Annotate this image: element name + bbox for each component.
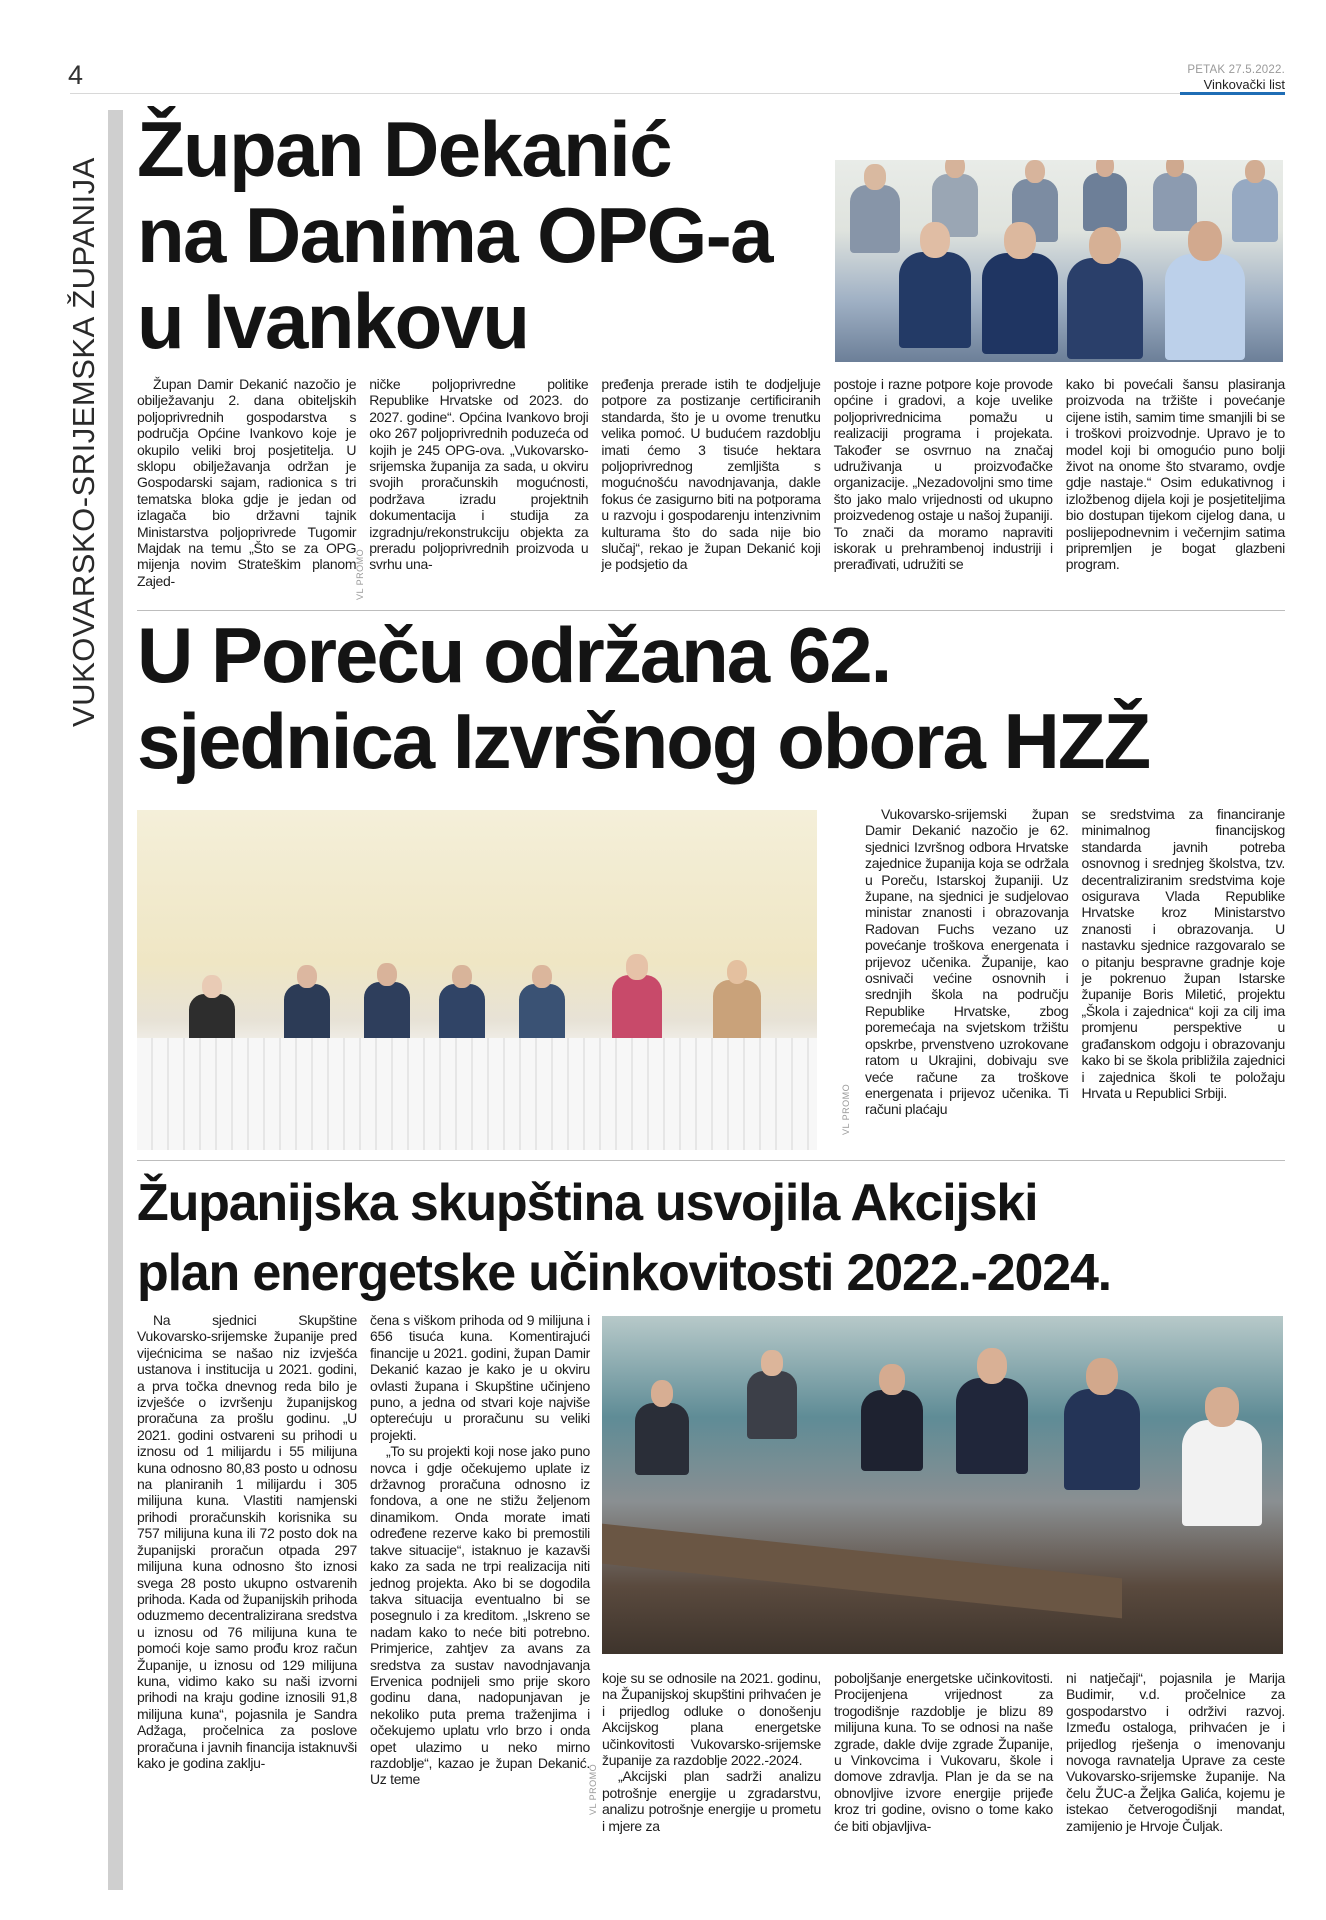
photo-person-body [861, 1390, 922, 1472]
photo-credit: VL PROMO [841, 1083, 851, 1135]
page-number: 4 [68, 60, 84, 90]
headline-line: u Ivankovu [137, 277, 529, 365]
paragraph: se sredstvima za financiranje minimalnog financijskog standarda javnih potreba osnovnog i srednjeg školstva, tzv. decentraliziranim sredstvima koje osigurava Vlada Republike Hrvatske kroz Ministarstvo znanosti i obrazovanja. U nastavku sjednice razgovaralo se o pitanju bespravne gradnje koje je pokrenuo župan Istarske županije Boris Miletić, projektu „Škola i zajednica“ koji za cilj ima promjenu perspektive u građanskom odgoju i obrazovanju kako bi se škola približila zajednici i zajednica školi te položaju Hrvata u Republici Srbiji. [1081, 806, 1285, 1101]
article1-photo [835, 160, 1283, 362]
headline-line: Župan Dekanić [137, 105, 671, 193]
headline-line: na Danima OPG-a [137, 191, 772, 279]
photo-person-body [982, 253, 1058, 354]
header-accent-bar [1180, 92, 1285, 95]
article1-headline [137, 106, 827, 364]
photo-person-head [626, 954, 647, 979]
photo-person-head [920, 222, 950, 258]
photo-person-body [850, 185, 900, 252]
article3-headline [137, 1168, 1297, 1308]
photo-person-head [1205, 1387, 1238, 1427]
photo-credit: VL PROMO [355, 548, 365, 600]
photo-credit: VL PROMO [588, 1763, 598, 1815]
photo-person-head [864, 164, 885, 189]
article-column [834, 1670, 1053, 1834]
paragraph: koje su se odnosile na 2021. godinu, na Županijskoj skupštini prihvaćen je i prijedlog odluke o donošenju Akcijskog plana energetske učinkovitosti Vukovarsko-srijemske županije za razdoblje 2022.-2024. [602, 1670, 821, 1769]
article3-body-bottom [602, 1670, 1285, 1834]
paragraph: poboljšanje energetske učinkovitosti. Procijenjena vrijednost za trogodišnje razdoblje je blizu 89 milijuna kuna. To se odnosi na naše zgrade, dakle dvije zgrade Županije, u Vinkovcima i Vukovaru, škole i domove zdravlja. Plan je da se na obnovljive izvore energije prijeđe kroz tri godine, ovisno o tome kako će biti objavljiva- [834, 1670, 1053, 1834]
header-divider [70, 93, 1285, 94]
photo-person-body [1083, 173, 1126, 231]
photo-person-head [945, 160, 965, 178]
newspaper-name: Vinkovački list [1203, 77, 1285, 92]
paragraph: „To su projekti koji nose jako puno novca i gdje očekujemo uplate iz državnog proračuna odnosno iz fondova, a one ne stižu željenom dinamikom. Onda morate imati određene rezerve kako bi premostili takve situacije“, istaknuo je kazavši kako za sada ne trpi realizacija niti jednog projekta. Ako bi se dogodila takva situacija eventualno bi se posegnulo i za kreditom. „Iskreno se nadam kako to neće biti potrebno. Primjerice, zahtjev za avans za sredstva za sustav navodnjavanja Ervenica podnijeli smo prije skoro godinu dana, nadopunjavan je nekoliko puta prema traženjima i očekujemo uplatu vrlo brzo i onda opet ulazimo u neko mirno razdoblje“, kazao je župan Dekanić. Uz teme [370, 1443, 590, 1788]
photo-person-body [747, 1371, 797, 1438]
photo-person-head [727, 960, 748, 984]
photo-person-head [452, 965, 472, 988]
photo-person-body [956, 1378, 1028, 1474]
photo-person-body [1067, 258, 1143, 359]
paragraph: ni natječaji“, pojasnila je Marija Budimir, v.d. pročelnice za gospodarstvo i održivi razvoj. Između ostaloga, prihvaćen je i prijedlog rješenja o imenovanju novoga ravnatelja Uprave za ceste Vukovarsko-srijemske županije. Na čelu ŽUC-a Željka Galića, kojemu je istekao četverogodišnji mandat, zamijenio je Hrvoje Čuljak. [1066, 1670, 1285, 1834]
photo-person-head [879, 1364, 905, 1395]
paragraph: kako bi povećali šansu plasiranja proizvoda na tržište i povećanje cijene istih, samim time smanjili bi se i troškovi proizvodnje. Upravo je to model koji bi omogućio puno bolji život na onome što stvaramo, ovdje gdje nastaje.“ Osim edukativnog i izložbenog dijela koji je posjetiteljima bio dostupan tijekom cijelog dana, u poslijepodnevnim i večernjim satima pripremljen je bogat glazbeni program. [1065, 376, 1285, 573]
paragraph: Župan Damir Dekanić nazočio je obilježavanju 2. dana obiteljskih poljoprivrednih gospodarstva s područja Općine Ivankovo koje je okupilo veliki broj posjetitelja. U sklopu obilježavanja održan je Gospodarski sajam, radionica s tri tematska bloka gdje je jedan od izlagača bio državni tajnik Ministarstva poljoprivrede Tugomir Majdak na temu „Što se za OPG mijenja novim Strateškim planom Zajed- [137, 376, 357, 589]
article3-body-left [137, 1312, 590, 1788]
photo-person-head [1245, 160, 1265, 183]
article-column [370, 1312, 590, 1788]
photo-person-head [532, 965, 552, 988]
paragraph: postoje i razne potpore koje provode općine i gradovi, a koje uvelike poljoprivrednicima pomažu u realizaciji programa i projekata. Također se osvrnuo na značaj udruživanja u proizvođačke organizacije. „Nezadovoljni smo time što jako malo vrijednosti od ukupno proizvedenog ostaje u našoj županiji. To znači da moramo napraviti iskorak u prehrambenoj industriji i prerađivati, udružiti se [833, 376, 1053, 573]
photo-person-body [1232, 179, 1279, 241]
paragraph: ničke poljoprivredne politike Republike Hrvatske od 2023. do 2027. godine“. Općina Ivankovo broji oko 267 poljoprivrednih poduzeća od kojih je 245 OPG-ova. „Vukovarsko-srijemska županija za sada, u okviru svojih proračunskih mogućnosti, podržava izradu projektnih dokumentacija i studija za izgradnju/rekonstrukciju objekta za preradu poljoprivrednih proizvoda u svrhu una- [369, 376, 589, 573]
article-column [834, 376, 1053, 589]
headline-line: Županijska skupština usvojila Akcijski [137, 1174, 1038, 1232]
photo-person-head [651, 1380, 674, 1407]
article-column [865, 806, 1069, 1118]
article2-photo [137, 810, 817, 1150]
photo-person-head [1096, 160, 1114, 177]
photo-person-head [202, 975, 222, 998]
paragraph: čena s viškom prihoda od 9 milijuna i 656 tisuća kuna. Komentirajući financije u 2021. godini, župan Damir Dekanić kazao je kako je u okviru ovlasti župana i Skupštine učinjeno puno, a jedna od stvari koje najviše opterećuju u proračunu su veliki projekti. [370, 1312, 590, 1443]
photo-person-head [1188, 221, 1221, 261]
article-column [1066, 376, 1285, 589]
article-column [369, 376, 588, 589]
section-sidebar-bar [108, 110, 123, 1890]
photo-person-body [612, 975, 662, 1042]
article3-photo [602, 1316, 1283, 1654]
photo-person-body [1165, 254, 1244, 360]
article-column [1066, 1670, 1285, 1834]
photo-person-head [761, 1350, 782, 1375]
photo-desk [602, 1524, 1122, 1619]
article-column [137, 1312, 357, 1788]
photo-person-head [1086, 1358, 1118, 1396]
paragraph: Vukovarsko-srijemski župan Damir Dekanić nazočio je 62. sjednici Izvršnog odbora Hrvatske zajednice županija koja se održala u Poreču, Istarskoj županiji. Uz župane, na sjednici je sudjelovao ministar znanosti i obrazovanja Radovan Fuchs vezano uz povećanje troškova energenata i prijevoz učenika. Županije, kao osnivači većine osnovnih i srednjih škola na području Republike Hrvatske, zbog poremećaja na svjetskom tržištu opskrbe, prvenstveno uzrokovane ratom u Ukrajini, dobivaju sve veće račune za troškove energenata i prijevoz učenika. Ti računi plaćaju [865, 806, 1069, 1118]
headline-line: U Poreču održana 62. [137, 611, 891, 699]
article-column [1082, 806, 1286, 1118]
photo-person-head [1004, 222, 1036, 260]
issue-date: PETAK 27.5.2022. [1187, 64, 1285, 76]
paragraph: „Akcijski plan sadrži analizu potrošnje energije u zgradarstvu, analizu potrošnje energije u prometu i mjere za [602, 1768, 821, 1834]
photo-person-head [1025, 160, 1045, 183]
photo-person-head [1166, 160, 1184, 177]
article2-body [865, 806, 1285, 1118]
photo-person-body [713, 980, 762, 1045]
photo-person-body [364, 982, 411, 1044]
photo-person-body [899, 252, 971, 348]
article-column [137, 376, 356, 589]
paragraph: pređenja prerade istih te dodjeljuje potpore za postizanje certificiranih standarda, što je u ovome trenutku velika pomoć. U budućem razdoblju imati ćemo 3 tisuće hektara poljoprivrednog zemljišta s mogućnošću navodnjavanja, dakle fokus će zasigurno biti na potporama u razvoju i gospodarenju intenzivnim kulturama što do sada nije bio slučaj“, rekao je župan Dekanić koji je podsjetio da [601, 376, 821, 573]
photo-person-head [977, 1348, 1007, 1384]
paragraph: Na sjednici Skupštine Vukovarsko-srijemske županije pred vijećnicima se našao niz izvješća ustanova i institucija u 2021. godini, a prva točka dnevnog reda bilo je izvješće o izvršenju županijskog proračuna za prošlu godinu. „U 2021. godini ostvareni su prihodi u iznosu od 1 milijardu i 55 milijuna kuna odnosno 80,83 posto u odnosu na planiranih 1 milijardu i 305 milijuna kuna. Vlastiti namjenski prihodi proračunskih korisnika su 757 milijuna kuna ili 72 posto dok na županijski proračun otpada 297 milijuna kuna odnosno što iznosi svega 28 posto ukupno ostvarenih prihoda. Kada od županijskih prihoda oduzmemo decentralizirana sredstva u iznosu od 76 milijuna kuna te pomoći koje samo prođu kroz račun Županije, u iznosu od 129 milijuna kuna, vidimo kako su naši izvorni prihodi na kraju godine iznosili 91,8 milijuna kuna“, pojasnila je Sandra Adžaga, pročelnica za poslove proračuna i javnih financija istaknuvši kako je godina zaklju- [137, 1312, 357, 1771]
headline-line: sjednica Izvršnog obora HZŽ [137, 697, 1150, 785]
photo-person-body [1064, 1389, 1140, 1490]
article1-body [137, 376, 1285, 589]
article-column [601, 376, 820, 589]
photo-person-head [377, 963, 397, 986]
article-column [602, 1670, 821, 1834]
article-divider [137, 1160, 1285, 1161]
section-label-text: VUKOVARSKO-SRIJEMSKA ŽUPANIJA [66, 157, 101, 727]
photo-person-body [635, 1403, 689, 1475]
photo-person-head [1089, 227, 1121, 265]
photo-person-head [297, 965, 317, 988]
photo-tablecloth [137, 1038, 817, 1150]
photo-person-body [1153, 173, 1196, 231]
article2-headline [137, 612, 1297, 784]
photo-person-body [1182, 1420, 1261, 1526]
headline-line: plan energetske učinkovitosti 2022.-2024. [137, 1244, 1111, 1302]
